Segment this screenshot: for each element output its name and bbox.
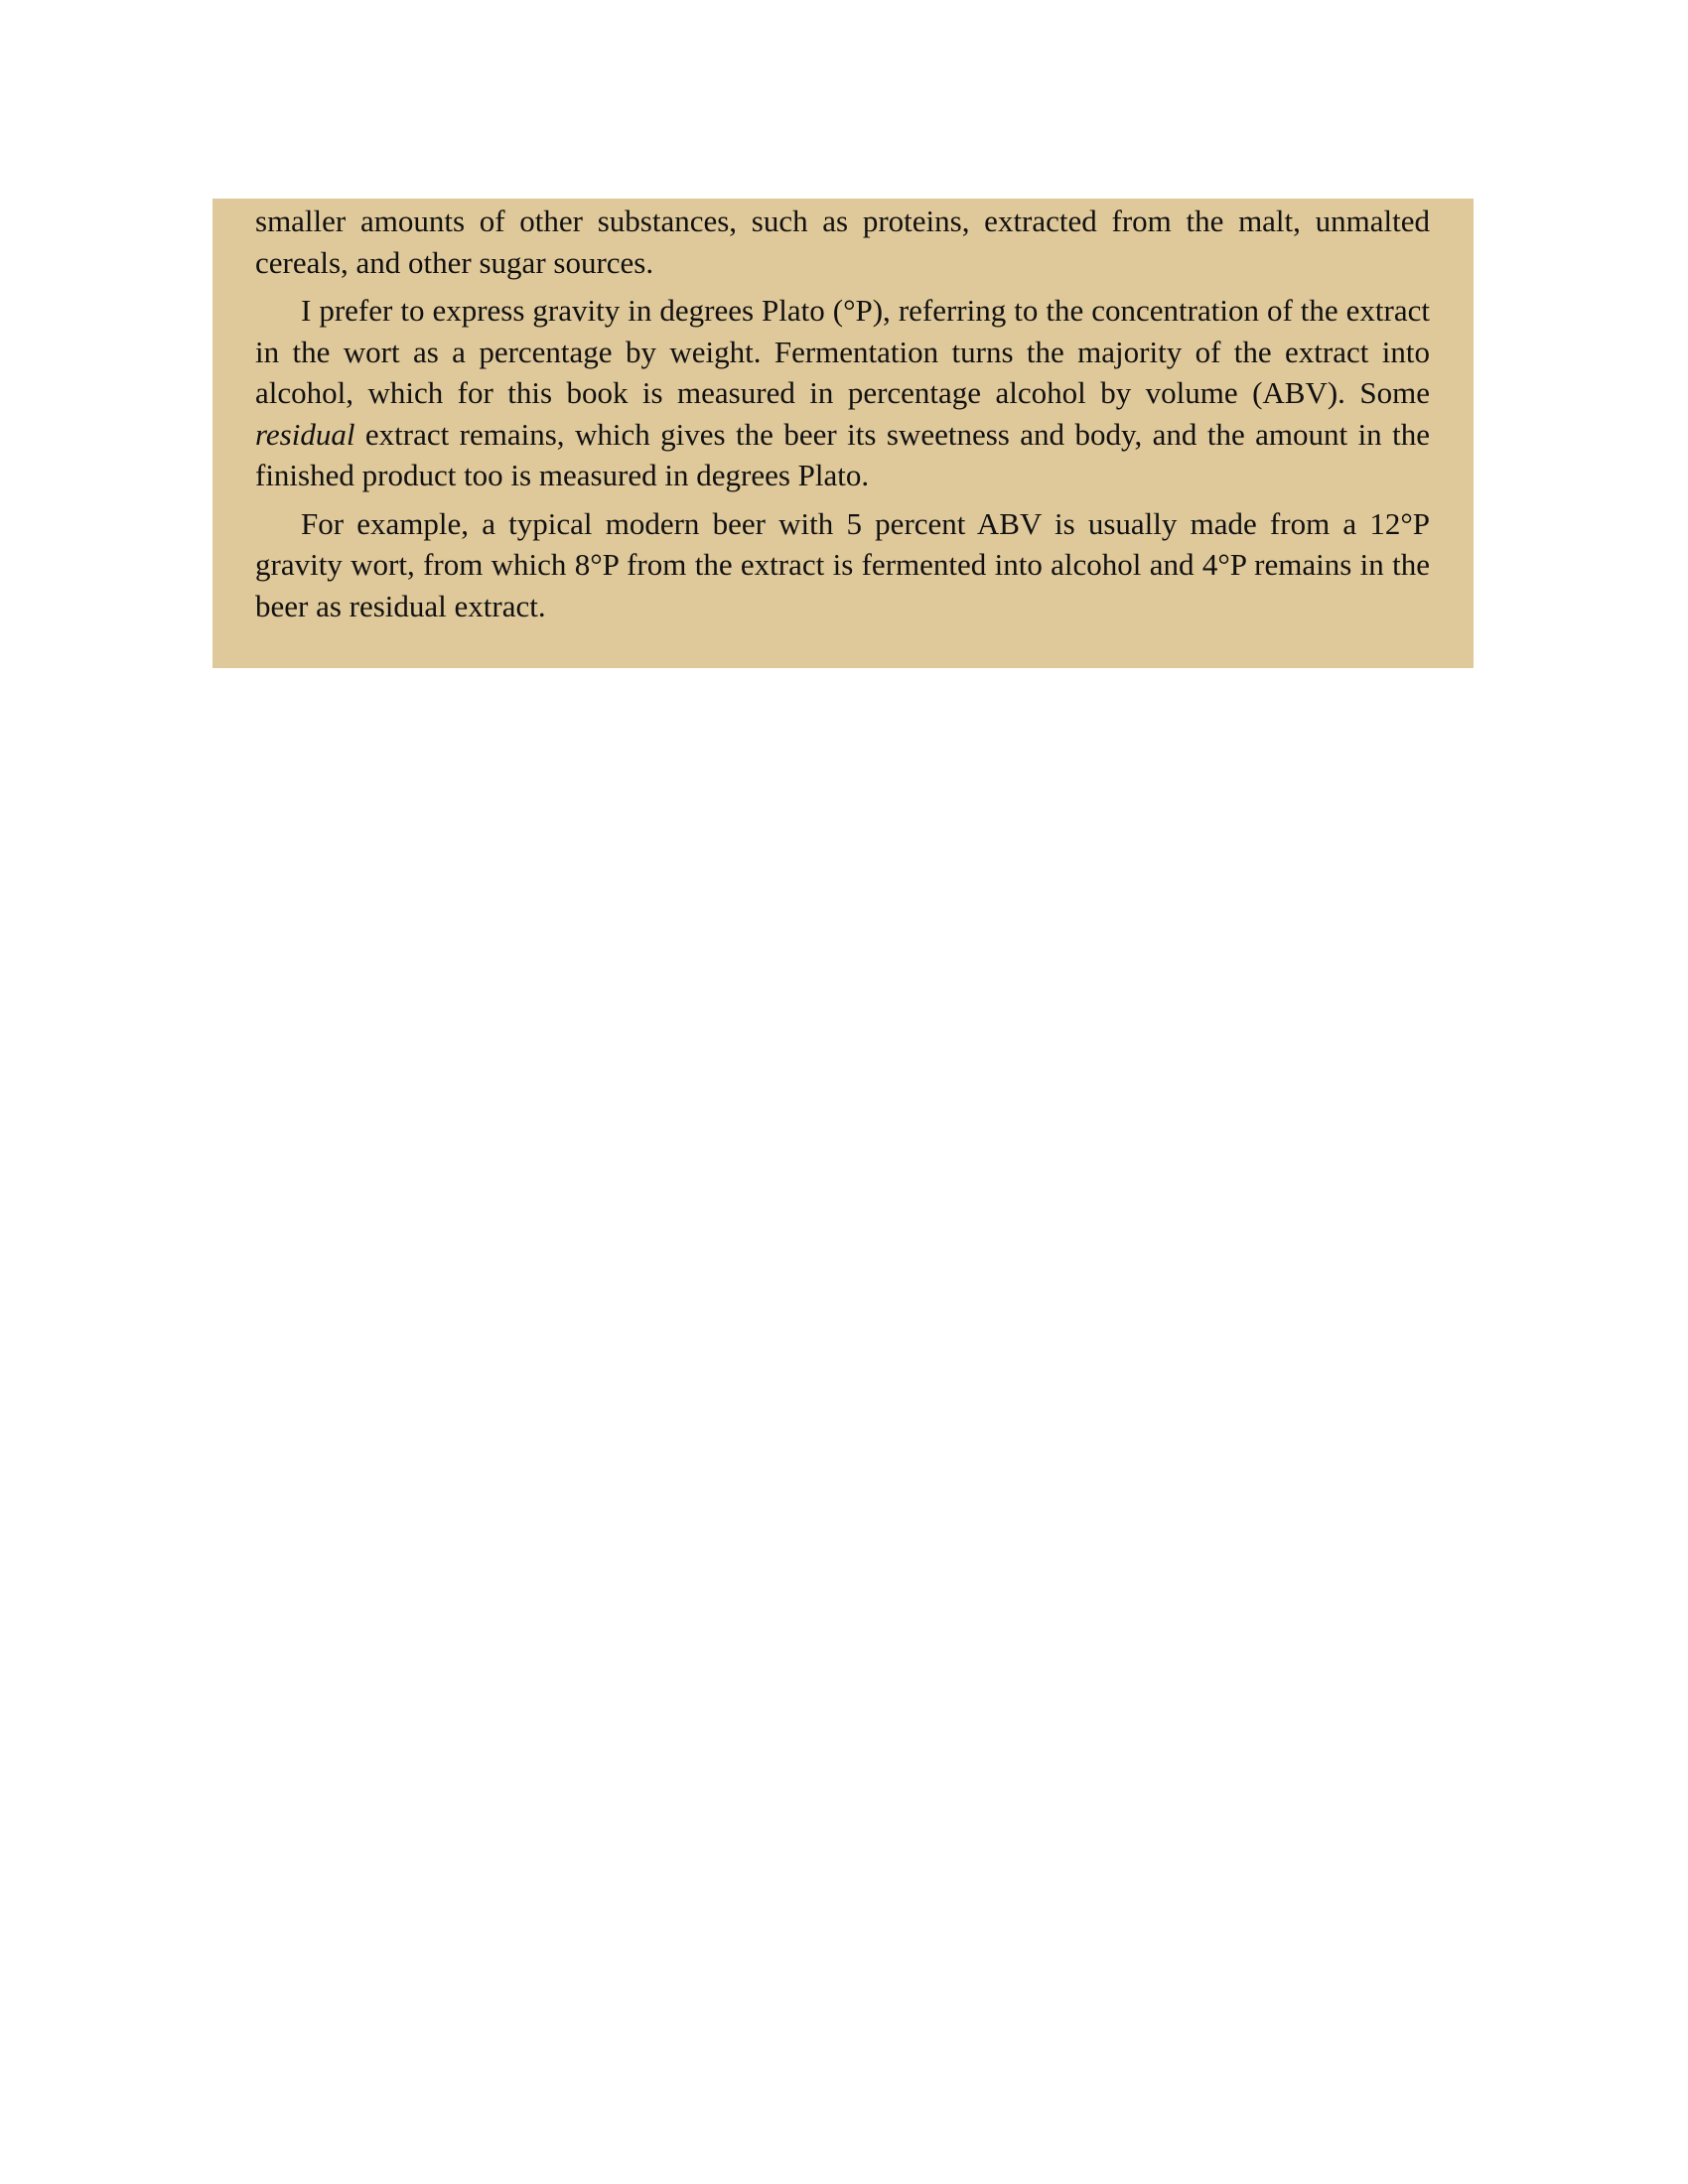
paragraph-gravity-plato [255, 290, 1430, 496]
paragraph-gravity-plato-rest: extract remains, which gives the beer its sweetness and body, and the amount in the finished product too is measured in degrees Plato. [255, 416, 1430, 492]
paragraph-gravity-plato-text: I prefer to express gravity in degrees Plato (°P), referring to the concentration of the extract in the wort as a percentage by weight. Fermentation turns the majority of the extract into alcohol, which for this book is measured in percentage alcohol by volume (ABV). Some [255, 293, 1430, 410]
paragraph-continued: smaller amounts of other substances, such as proteins, extracted from the malt, unmalted cereals, and other sugar sources. [255, 204, 1430, 280]
residual-italic: residual [255, 416, 355, 452]
sidebar-box [212, 199, 1474, 668]
paragraph-example: For example, a typical modern beer with 5 percent ABV is usually made from a 12°P gravity wort, from which 8°P from the extract is fermented into alcohol and 4°P remains in the beer as residual extract. [255, 505, 1430, 623]
